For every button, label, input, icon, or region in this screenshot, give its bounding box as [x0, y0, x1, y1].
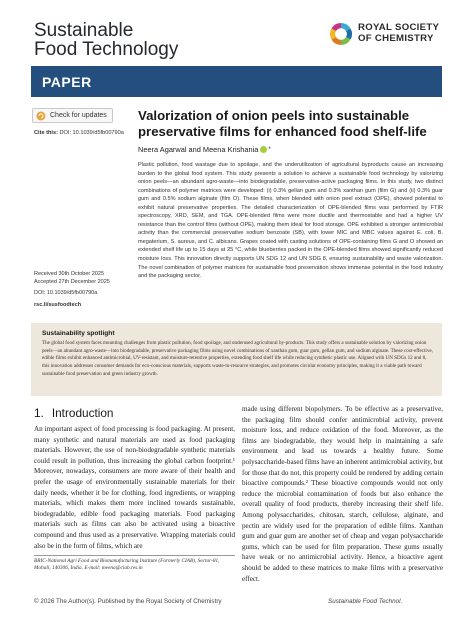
journal-url[interactable]: rsc.li/susfoodtech: [34, 302, 82, 308]
publisher-name: [358, 22, 439, 44]
cite-line: [34, 130, 124, 136]
article-type-label: PAPER: [42, 74, 92, 90]
accepted-date: Accepted 27th December 2025: [34, 279, 110, 286]
refresh-icon: [36, 111, 46, 121]
publication-dates: [34, 270, 110, 287]
publisher-line1: ROYAL SOCIETY: [358, 22, 440, 33]
authors: Neera Agarwal and Meena Krishania: [138, 145, 259, 154]
spotlight-body: The global food system faces mounting challenges from plastic pollution, food spoilage, and underused agricultural by-products. This study offers a sustainable solution by valorizing onion peels—an abundant agro-waste—into biodegradable, preservative packaging films using novel combinations of xanthan gum, guar gum, gellan gum, and sodium alginate. These cost-effective, edible films exhibit enhanced antimicrobial, UV-resistant, and moisture-retentive properties, extending food shelf life while reducing synthetic plastic use. Aligned with UN SDGs 12 and 8, this innovation addresses consumer demands for eco-conscious materials, supports waste-to-resource strategies, and promotes circular economy principles, making it a viable path toward sustainable food preservation and green industry growth.: [42, 340, 433, 377]
cite-doi[interactable]: DOI: 10.1039/d5fb00790a: [59, 130, 124, 136]
publisher-line2: OF CHEMISTRY: [358, 33, 434, 44]
affiliation-footnote: BRIC-National Agri Food and Biomanufacturing Institute (Formerly CIAB), Sector-81, Mohali, 140306, India. E-mail: meena@ciab.res.in: [34, 558, 220, 572]
author-line: [138, 145, 271, 154]
abstract: Plastic pollution, food wastage due to spoilage, and the underutilization of agricultural byproducts cause an increasing burden to the global food system. This study presents a solution to achieve a sustainable food technology by valorizing onion peels—an abundant agro-waste—into biodegradable, preservative-active packaging films. In this study, two distinct combinations of polymer matrices were developed: (i) 0.3% gellan gum and 0.3% xanthan gum (film G) and (ii) 0.3% guar gum and 0.5% sodium alginate (film O). These films, when blended with onion peel extract (OPE), showed potential to exhibit natural preservative properties. The detailed characterization of OPE-blended films was performed by FTIR spectroscopy, XRD, SEM, and TGA. OPE-blended films were more ductile and thermostable and had a higher UV resistance than the control films (without OPE), making them ideal for food storage. OPE exhibited a stronger antimicrobial activity than the commercial preservative sodium benzoate (SB), with lower MIC and MBC values against E. coli, B. megaterium, S. aureus, and C. albicans. Grapes coated with casting solutions of OPE-containing films G and O showed an extended shelf life up to 15 days at 25 °C, while blueberries packed in the OPE-blended films showed significantly reduced moisture loss. This innovation directly supports UN SDG 12 and UN SDG 8, ensuring sustainability and waste valorization. The novel combination of polymer matrices for sustainable food preservation shows immense potential in the food industry and the packaging sector.: [138, 162, 443, 280]
check-for-updates-label: Check for updates: [50, 112, 107, 119]
orcid-icon[interactable]: [260, 146, 267, 153]
paper-banner: [31, 66, 442, 97]
section-heading: [34, 406, 114, 420]
corresponding-author-icon: *: [268, 146, 271, 153]
journal-title-line2: Food Technology: [34, 39, 179, 60]
check-for-updates-button[interactable]: [32, 108, 113, 123]
journal-title: [34, 21, 178, 59]
received-date: Received 30th October 2025: [34, 271, 105, 277]
spotlight-title: Sustainability spotlight: [42, 330, 115, 337]
section-number: 1.: [34, 406, 44, 420]
journal-title-line1: Sustainable: [34, 20, 134, 41]
journal-footer: Sustainable Food Technol.: [328, 598, 403, 605]
article-title: Valorization of onion peels into sustainable preservative films for enhanced food shelf-life: [138, 108, 427, 139]
section-title: Introduction: [51, 406, 114, 420]
copyright-footer: © 2026 The Author(s). Published by the Royal Society of Chemistry: [34, 598, 222, 605]
cite-label: Cite this:: [34, 130, 58, 136]
article-doi[interactable]: DOI: 10.1039/d5fb00790a: [34, 290, 98, 296]
body-text-left-column: An important aspect of food processing is food packaging. At present, many synthetic and natural materials are used as food packaging materials. However, the use of non-biodegradable synthetic materials could result in pollution, thus increasing the global carbon footprint.¹ Moreover, nowadays, consumers are more aware of their health and prefer the usage of environmentally sustainable materials for their daily needs, whether it be for clothing, food ingredients, or wrapping materials, which makes them more inclined towards sustainable, biodegradable, edible food packaging materials. Food packaging materials such as films can also be activated using a bioactive compound and thus used as a preservative. Wrapping materials could also be in the form of films, which are: [34, 425, 235, 550]
footnote-divider: [34, 555, 235, 556]
body-text-right-column: made using different biopolymers. To be effective as a preservative, the packaging film should confer antimicrobial activity, prevent moisture loss, and reduce oxidation of the food. Moreover, as the films are biodegradable, they would help in maintaining a safe environment and lead us towards a healthy future. Some polysaccharide-based films have an inherent antimicrobial activity, but for those that do not, this property could be rendered by adding certain bioactive compounds.² These bioactive compounds would not only reduce the microbial contamination of foods but also enhance the overall quality of food products, thereby increasing their shelf life. Among polysaccharides, chitosan, starch, cellulose, alginate, and pectin are widely used for the preparation of edible films. Xanthan gum and guar gum are another set of cheap and vegan polysaccharide gums, which can be used for film preparation. These gums usually have weak or no antimicrobial activity. Hence, a bioactive agent should be added to these matrices to make films with a preservative effect.: [242, 405, 443, 583]
